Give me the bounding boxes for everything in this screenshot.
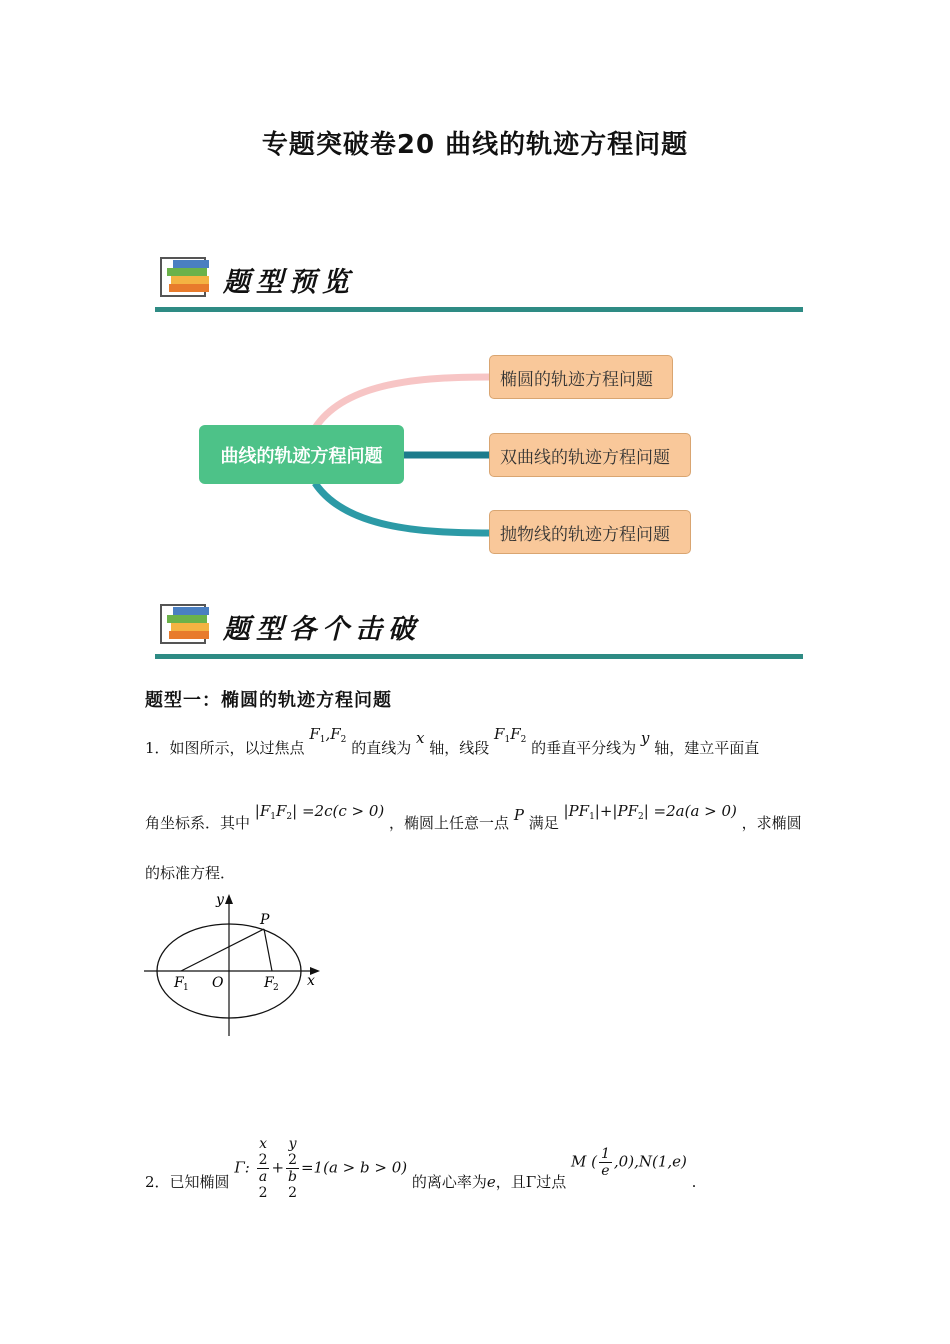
math-ellipse-equation: Γ: x 2 a 2 + y 2 b 2 =1(a > b > 0) <box>234 1136 408 1201</box>
connector-ellipse <box>315 377 490 428</box>
mindmap-root: 曲线的轨迹方程问题 <box>199 425 404 484</box>
section-heading: 题型一：椭圆的轨迹方程问题 <box>145 690 392 711</box>
q2-line1: 2．已知椭圆 Γ: x 2 a 2 + y 2 b 2 =1(a > b > 0) 的离心率为e，且Γ过点 M ( $\frac{1}{e}$ ,0),N(1,e) . <box>145 1136 697 1201</box>
ellipse-figure <box>140 888 330 1043</box>
banner-divider <box>155 654 803 659</box>
math-segment: $F_1F_2$ <box>494 725 527 745</box>
page-title: 专题突破卷20 曲线的轨迹方程问题 <box>261 130 689 160</box>
q1-line2: 角坐标系．其中 $|F_1F_2| =2c(c > 0)$ ，椭圆上任意一点 P 满足 $|PF_1|+|PF_2| =2a(a > 0)$ ，求椭圆 <box>145 802 802 832</box>
svg-text:1: 1 <box>183 983 189 993</box>
svg-text:P: P <box>260 912 270 928</box>
math-F1F2: $F_1,F_2$ <box>309 725 347 745</box>
q1-line3: 的标准方程． <box>145 864 236 882</box>
svg-text:y: y <box>216 892 224 908</box>
section-banner-breakdown <box>155 599 803 659</box>
books-icon <box>159 601 213 645</box>
banner-heading: 题型各个击破 <box>223 614 421 645</box>
math-points: M ( $\frac{1}{e}$ ,0),N(1,e) <box>571 1146 687 1179</box>
svg-text:F: F <box>174 975 184 991</box>
connector-parabola <box>315 483 490 533</box>
math-sum-condition: $|PF_1|+|PF_2| =2a(a > 0)$ <box>563 802 737 822</box>
math-focal-distance: $|F_1F_2| =2c(c > 0)$ <box>254 802 385 822</box>
banner-heading: 题型预览 <box>223 267 355 298</box>
svg-text:O: O <box>212 975 224 991</box>
mindmap-leaf-parabola: 抛物线的轨迹方程问题 <box>489 510 691 554</box>
q1-line1: 1．如图所示，以过焦点 $F_1,F_2$ 的直线为 x 轴，线段 $F_1F_2$ 的垂直平分线为 y 轴，建立平面直 <box>145 725 760 757</box>
mindmap-connectors <box>0 0 950 600</box>
mindmap-leaf-hyperbola: 双曲线的轨迹方程问题 <box>489 433 691 477</box>
svg-text:x: x <box>307 973 315 989</box>
svg-text:2: 2 <box>273 983 279 993</box>
mindmap-leaf-ellipse: 椭圆的轨迹方程问题 <box>489 355 673 399</box>
svg-text:F: F <box>264 975 274 991</box>
